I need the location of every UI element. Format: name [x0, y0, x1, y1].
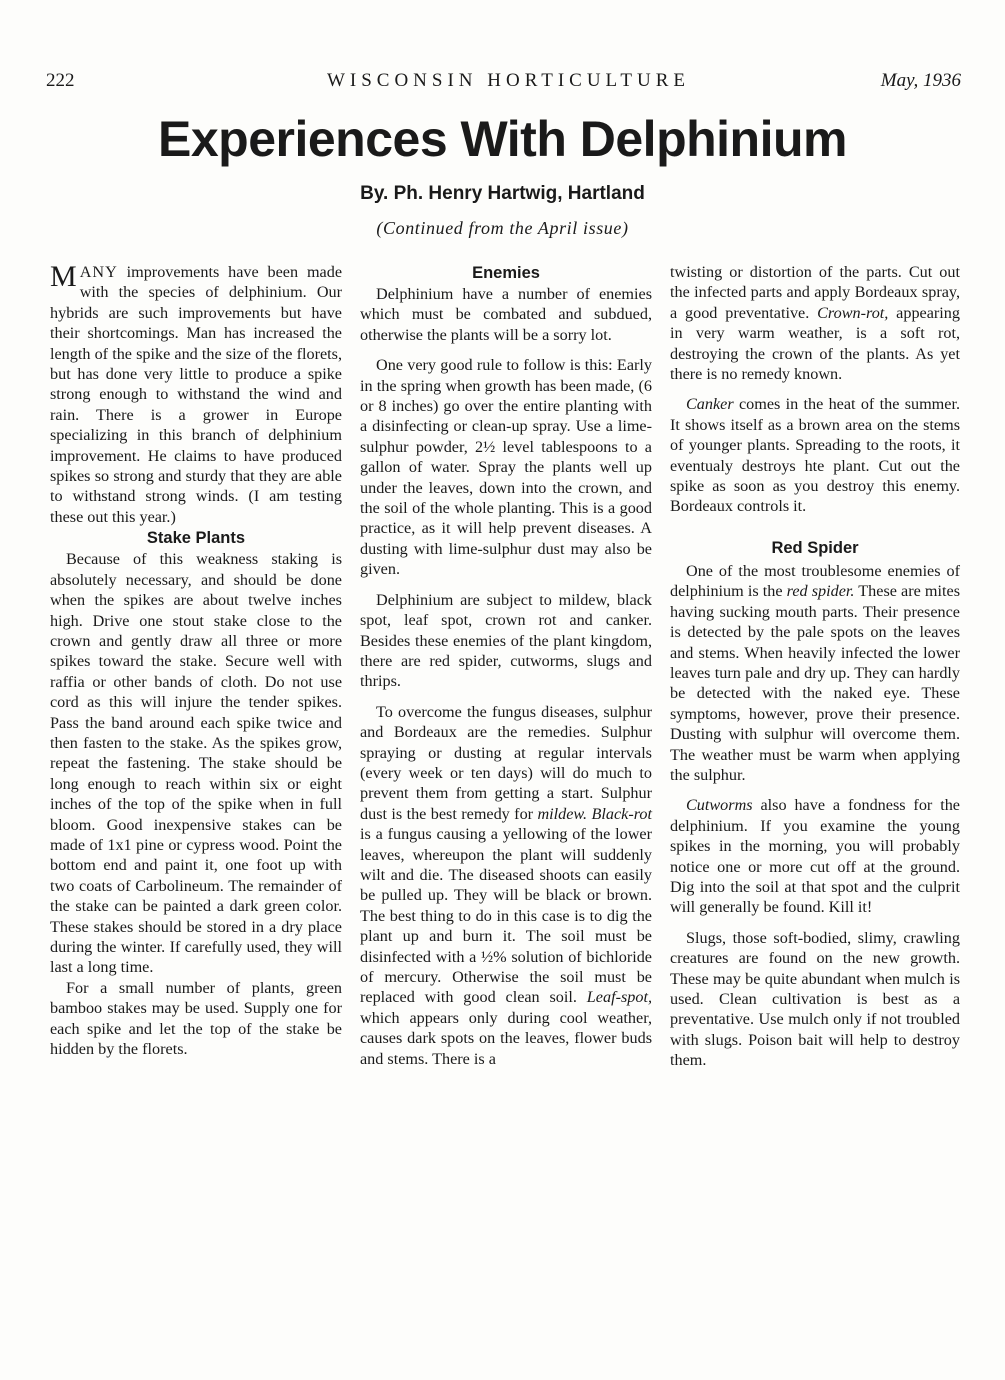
enemies-paragraph-4	[360, 702, 652, 1069]
black-rot-term: Black-rot	[591, 804, 653, 823]
fungus-text-a: To overcome the fungus diseases, sulphur and Bordeaux are the remedies. Sulphur spraying or dusting at regular intervals (every week or ten days) will do much to prevent them from getting a start. Sulphur dust is the best remedy for	[360, 702, 652, 823]
fungus-text-c: is a fungus causing a yellowing of the lower leaves, whereupon the plant will suddenly wilt and die. The diseased shoots can easily be pulled up. They will be black or brown. The best thing to do in this case is to dig the plant up and burn it. The soil must be disinfected with a ½% solution of bichloride of mercury. Otherwise the soil must be replaced with good clean soil.	[360, 825, 652, 1007]
enemies-paragraph-3: Delphinium are subject to mildew, black spot, leaf spot, crown rot and canker. Besides these enemies of the plant kingdom, there are red spider, cutworms, slugs and thrips.	[360, 590, 652, 691]
enemies-paragraph-2: One very good rule to follow is this: Early in the spring when growth has been made, (6 or 8 inches) go over the entire planting with a disinfecting or clean-up spray. Use a lime-sulphur powder, 2½ level tablespoons to a gallon of water. Spray the plants well up under the leaves, down into the crown, and the soil of the whole planting. This is a good practice, as it will help prevent diseases. A dusting with lime-sulphur dust may also be given.	[360, 356, 652, 579]
cutworms-text: also have a fondness for the delphinium. If you examine the young spikes in the morning, you will probably notice one or more cut off at the ground. Dig into the soil at that spot and the culprit will generally be found. Kill it!	[670, 796, 960, 917]
canker-term: Canker	[686, 395, 734, 414]
red-spider-paragraph	[670, 561, 960, 785]
stake-paragraph-1: Because of this weakness staking is absolutely necessary, and should be done when the spikes are about twelve inches high. Drive one stout stake close to the crown and gently draw all three or more spikes toward the stake. Secure well with raffia or other bands of cloth. Do not use cord as this will injure the tender spikes. Pass the band around each spike twice and then fasten to the stake. As the spikes grow, repeat the fastening. The stake should be long enough to reach within six or eight inches of the top of the spike when in full bloom. Good inexpensive stakes can be made of 1x1 pine or cypress wood. Point the bottom end and paint it, one foot up with two coats of Carbolineum. The remainder of the stake can be painted a dark green color. These stakes should be stored in a dry place during the winter. If carefully used, they will last a long time.	[50, 550, 342, 977]
stake-paragraph-2: For a small number of plants, green bamboo stakes may be used. Supply one for each spike and let the top of the stake be hidden by the florets.	[50, 978, 342, 1059]
column-1	[50, 262, 342, 1059]
continued-text-a: twisting or distortion of the parts. Cut out the infected parts and apply Bordeaux spray, a good preventative.	[670, 263, 960, 322]
running-head	[46, 70, 961, 96]
cutworms-paragraph	[670, 795, 960, 917]
crown-rot-term: Crown-rot,	[817, 303, 889, 322]
intro-text: improvements have been made with the species of delphinium. Our hybrids are such improvements but have their shortcomings. Man has increased the length of the spike and the size of the florets, but has done very little to produce a spike strong enough to withstand the wind and rain. There is a grower in Europe specializing in this branch of delphinium improvement. He claims to have produced spikes so strong and sturdy that they are able to withstand strong winds. (I am testing these out this year.)	[50, 263, 342, 526]
leaf-spot-continued	[670, 262, 960, 384]
stake-plants-heading: Stake Plants	[146, 529, 246, 548]
red-spider-term: red spider.	[786, 582, 855, 601]
canker-paragraph	[670, 394, 960, 516]
journal-name: WISCONSIN HORTICULTURE	[326, 70, 691, 91]
red-spider-heading: Red Spider	[771, 538, 859, 557]
article-byline: By. Ph. Henry Hartwig, Hartland	[360, 183, 645, 204]
slugs-paragraph: Slugs, those soft-bodied, slimy, crawling creatures are found on the new growth. These may be quite abundant when mulch is used. Clean cultivation is best as a preventative. Use mulch only if not troubled with slugs. Poison bait will help to destroy them.	[670, 928, 960, 1070]
issue-date: May, 1936	[880, 70, 961, 91]
column-2	[360, 262, 652, 1069]
continued-note: (Continued from the April issue)	[376, 218, 629, 238]
continued-text-b: appearing in very warm weather, is a soft rot, destroying the crown of the plants. As yet there is no remedy known.	[670, 303, 960, 384]
cutworms-term: Cutworms	[686, 796, 753, 815]
canker-text: comes in the heat of the summer. It shows itself as a brown area on the stems of younger plants. Spreading to the roots, it eventualy destroys hte plant. Cut out the spike as soon as you destroy this enemy. Bordeaux controls it.	[670, 395, 960, 516]
red-spider-text-b: These are mites having sucking mouth parts. Their presence is detected by the pale spots on the leaves and stems. When heavily infected the lower leaves turn pale and dry up. They can hardly be detected with the naked eye. These symptoms, however, prove their presence. Dusting with sulphur will overcome them. The weather must be warm when applying the sulphur.	[670, 582, 960, 784]
leaf-spot-term: Leaf-spot,	[586, 988, 652, 1007]
article-title: Experiences With Delphinium	[158, 111, 847, 167]
red-spider-text-a: One of the most troublesome enemies of delphinium is the	[670, 561, 960, 601]
page-number: 222	[46, 70, 75, 91]
enemies-heading: Enemies	[472, 264, 540, 282]
column-3	[670, 262, 960, 1071]
drop-cap: M	[50, 260, 77, 293]
mildew-term: mildew.	[537, 804, 588, 823]
fungus-text-d: which appears only during cool weather, causes dark spots on the leaves, flower buds and stems. There is a	[360, 1008, 652, 1068]
intro-paragraph	[50, 262, 342, 527]
enemies-paragraph-1: Delphinium have a number of enemies which must be combated and subdued, otherwise the plants will be a sorry lot.	[360, 285, 652, 344]
intro-smallcaps: ANY	[79, 263, 118, 281]
